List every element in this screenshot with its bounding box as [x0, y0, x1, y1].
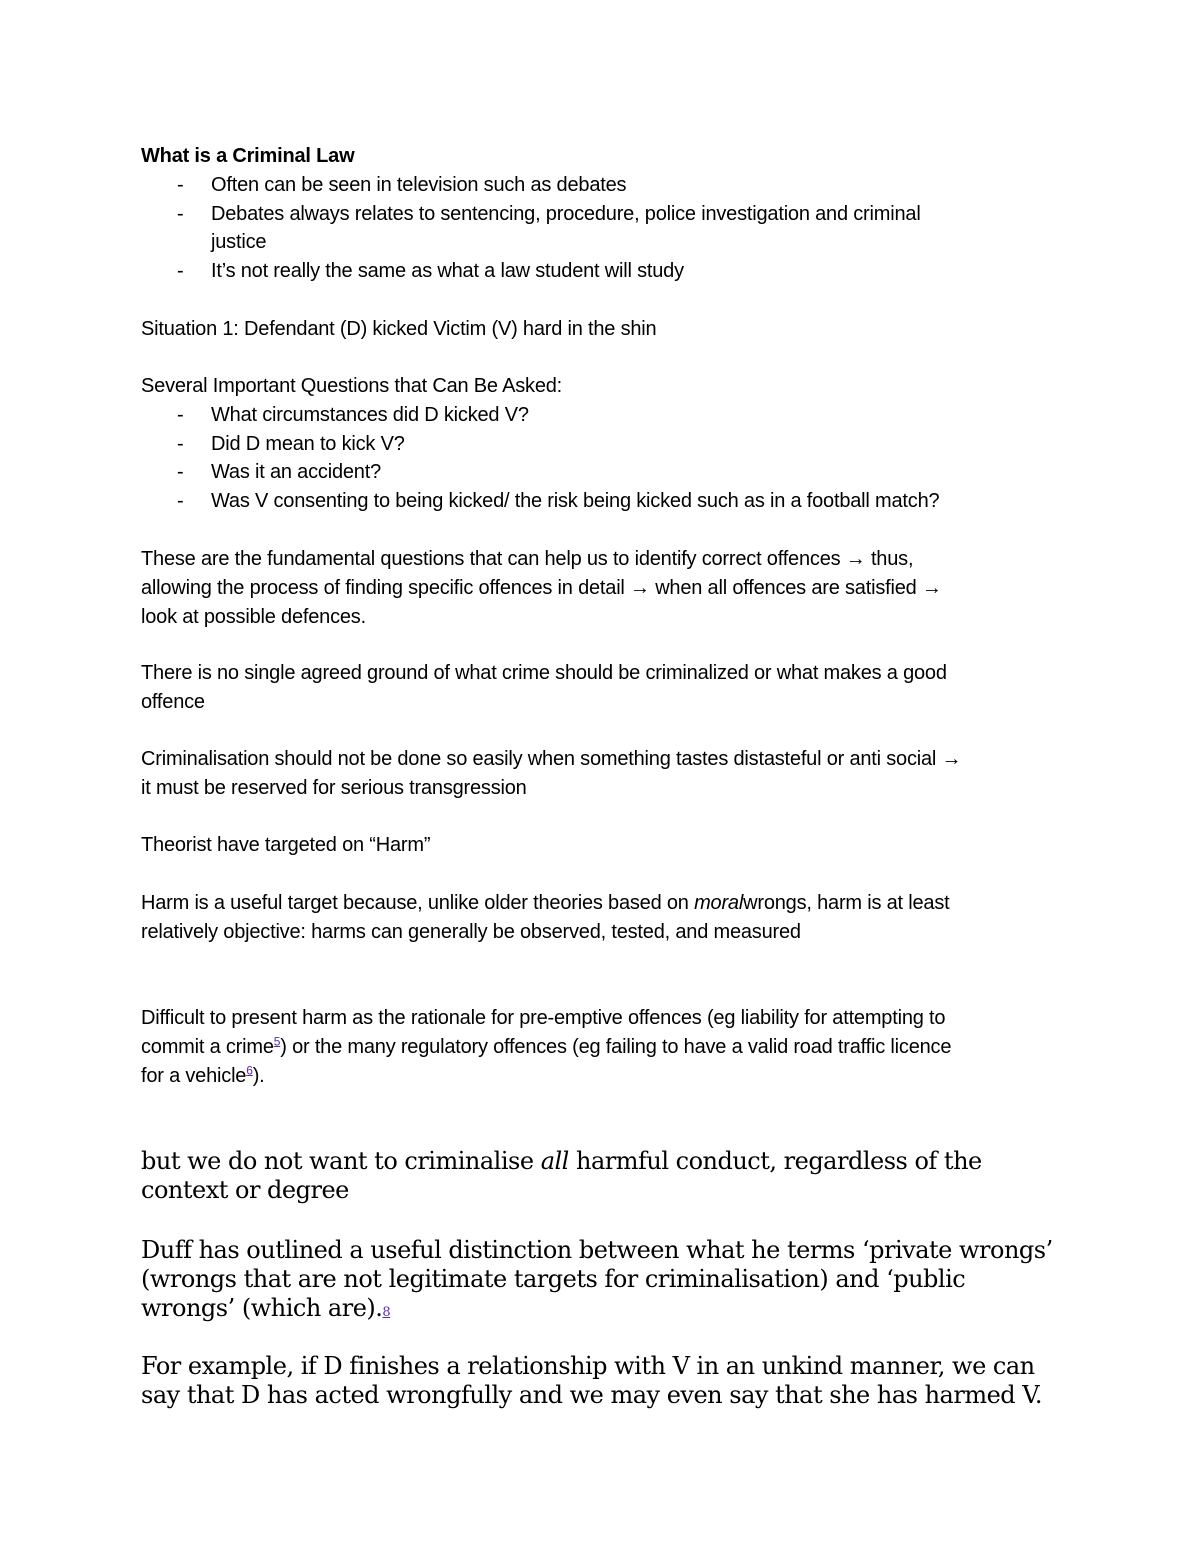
harm-useful-line-1: Harm is a useful target because, unlike older theories based on moralwrongs, harm is at least — [141, 892, 950, 914]
situation-paragraph: Situation 1: Defendant (D) kicked Victim (V) hard in the shin — [141, 318, 657, 340]
no-single-ground-paragraph: There is no single agreed ground of what crime should be criminalized or what makes a good offence — [141, 662, 947, 713]
duff-paragraph: Duff has outlined a useful distinction between what he terms ‘private wrongs’ (wrongs that are not legitimate targets for criminalisation) and ‘public wrongs’ (which are).8 — [141, 1236, 1081, 1327]
difficult-line-2: commit a crime$^5$) or the many regulatory offences (eg failing to have a valid road traffic licence — [141, 1034, 952, 1058]
questions-list: - What circumstances did D kicked V? - Did D mean to kick V? - Was it an accident? - Was V consenting to being kicked/ the risk being kicked such as in a football match? — [177, 404, 940, 512]
fundamental-paragraph: These are the fundamental questions that can help us to identify correct offences → thus, allowing the process of finding specific offences in detail → when all offences are satisfied → look at possible defences. — [141, 548, 942, 628]
difficult-paragraph: Difficult to present harm as the rationale for pre-emptive offences (eg liability for attempting to commit a crime$^5$) or the many regulatory offences (eg failing to have a valid road traffic licence for a vehicle$^6$). — [141, 1004, 1081, 1091]
difficult-line-3: for a vehicle$^6$). — [141, 1063, 265, 1087]
theorist-paragraph: Theorist have targeted on “Harm” — [141, 834, 431, 856]
criminalisation-paragraph: Criminalisation should not be done so easily when something tastes distasteful or anti social → it must be reserved for serious transgression — [141, 748, 962, 799]
footnote-link-6[interactable]: 6 — [246, 1063, 253, 1078]
example-paragraph: For example, if D finishes a relationship with V in an unkind manner, we can say that D has acted wrongfully and we may even say that she has harmed V. — [141, 1352, 1043, 1409]
intro-bullet-list: - Often can be seen in television such as debates - Debates always relates to sentencing, procedure, police investigation and criminal justice - It’s not really the same as what a law student will study — [177, 174, 921, 282]
harm-useful-paragraph: Harm is a useful target because, unlike older theories based on moralwrongs, harm is at least relatively objective: harms can generally be observed, tested, and measured — [141, 889, 1081, 947]
not-all-harmful-paragraph: but we do not want to criminalise all harmful conduct, regardless of the context or degree — [141, 1147, 1081, 1205]
footnote-link-5[interactable]: 5 — [273, 1034, 281, 1049]
section-title: What is a Criminal Law — [141, 145, 355, 167]
not-all-line-1: but we do not want to criminalise all harmful conduct, regardless of the — [141, 1147, 982, 1175]
footnote-link-8[interactable]: 8 — [382, 1305, 391, 1320]
duff-line-3: wrongs’ (which are).8 — [141, 1294, 391, 1322]
questions-heading: Several Important Questions that Can Be Asked: — [141, 375, 563, 397]
